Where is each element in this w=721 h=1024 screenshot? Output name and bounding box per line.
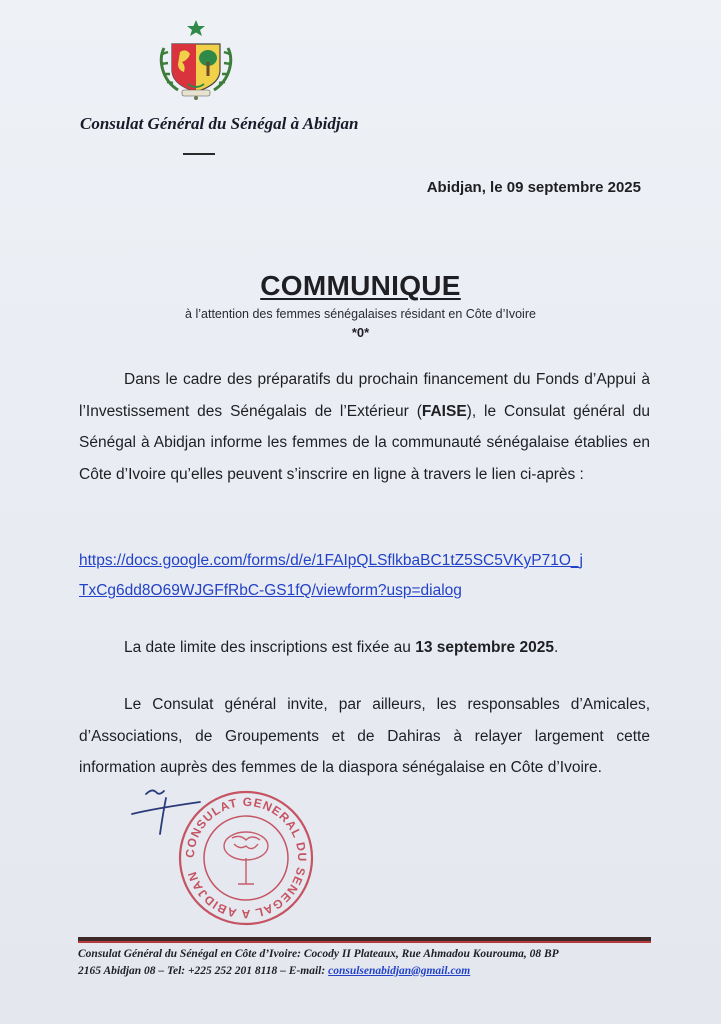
registration-link-line2[interactable]: TxCg6dd8O69WJGFfRbC-GS1fQ/viewform?usp=dialog [79,582,462,599]
paragraph-deadline [79,632,650,664]
reference-marker: *0* [351,325,370,340]
faise-acronym: FAISE [421,402,467,420]
footer-phone: 2165 Abidjan 08 – Tel: +225 252 201 8118 – E-mail: [78,965,329,977]
document-subtitle: à l’attention des femmes sénégalaises résidant en Côte d’Ivoire [185,307,536,321]
deadline-date: 13 septembre 2025 [415,639,554,656]
footer-contact-line [78,963,653,980]
paragraph-intro-part2: ), le Consulat général du Sénégal à Abidjan informe les femmes de la communauté sénégalaise établies en Côte d’Ivoire qu’elles peuvent s’inscrire en ligne à travers le lien ci-après : [79,402,651,483]
footer-email-link[interactable]: consulsenabidjan@gmail.com [328,965,471,977]
paragraph-invitation [79,689,650,784]
invitation-text: Le Consulat général invite, par ailleurs, les responsables d’Amicales, d’Associations, de Groupements et de Dahiras à relayer largement cette information auprès des femmes de la diaspora sénégalaise en Côte d’Ivoire. [79,696,650,776]
date-line [427,179,641,196]
paragraph-intro [79,364,650,490]
issuer-heading: Consulat Général du Sénégal à Abidjan [80,114,359,133]
consulate-stamp [176,788,316,928]
deadline-text: La date limite des inscriptions est fixée au [124,639,416,656]
title-text: COMMUNIQUE [260,270,461,301]
document-title [0,270,721,302]
footer-divider-accent [78,941,651,943]
deadline-end: . [553,639,559,656]
date-value: 09 septembre 2025 [506,179,641,196]
stamp-text: CONSULAT GENERAL DU SENEGAL A ABIDJAN [182,794,310,922]
footer-contact [78,946,653,980]
coat-of-arms-emblem [152,18,240,100]
svg-text:CONSULAT GENERAL DU SENEGAL A [183,795,309,921]
registration-link[interactable] [79,546,650,606]
footer-address: Consulat Général du Sénégal en Côte d’Ivoire: Cocody II Plateaux, Rue Ahmadou Kourouma, 08 BP [78,948,559,960]
paragraph-intro-part1: Dans le cadre des préparatifs du prochain financement du Fonds d’Appui à l’Investissement des Sénégalais de l’Extérieur ( [79,371,650,420]
date-prefix: Abidjan, le [426,179,507,196]
registration-link-line1[interactable]: https://docs.google.com/forms/d/e/1FAIpQLSflkbaBC1tZ5SC5VKyP71O_j [79,552,583,569]
heading-divider [183,153,215,155]
